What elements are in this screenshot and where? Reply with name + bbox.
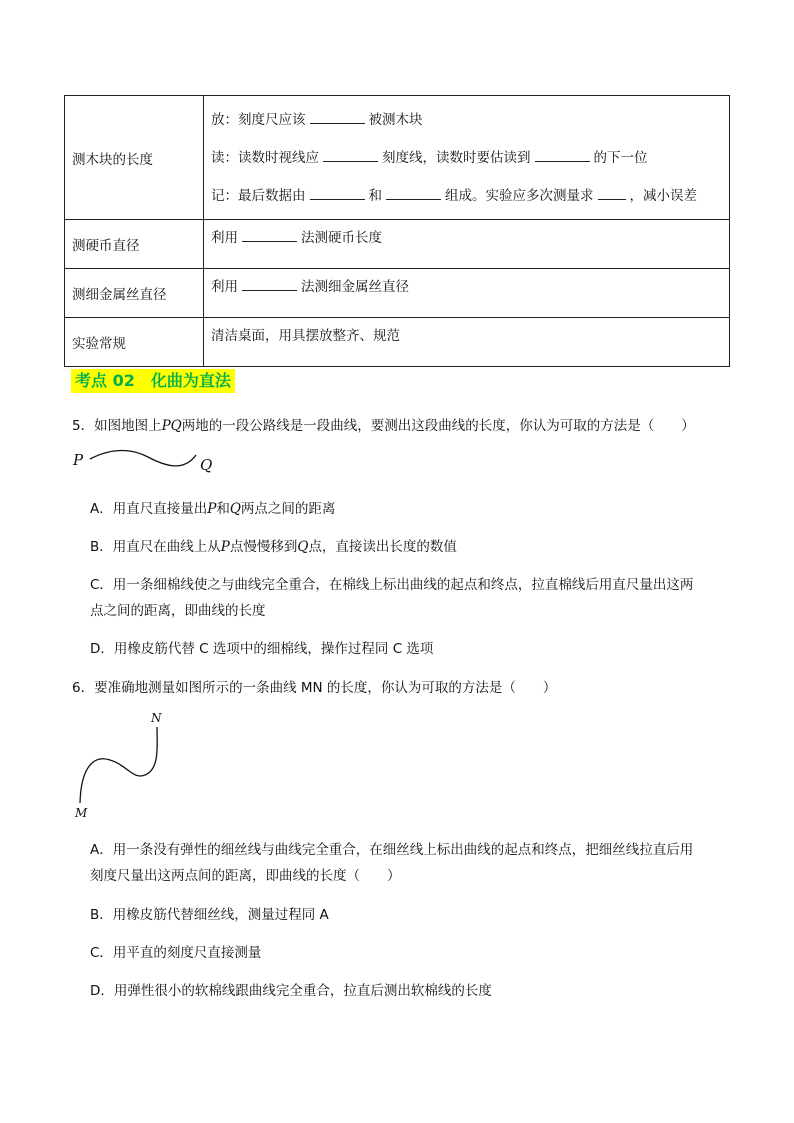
q5-option-d: D．用橡皮筋代替 C 选项中的细棉线，操作过程同 C 选项 — [90, 641, 434, 657]
q6-option-b: B．用橡皮筋代替细丝线，测量过程同 A — [90, 907, 329, 923]
read-text-mid: 刻度线，读数时要估读到 — [382, 149, 531, 166]
place-text-end: 被测木块 — [368, 111, 423, 128]
q5-curve — [88, 447, 198, 477]
q6-stem: 6．要准确地测量如图所示的一条曲线 MN 的长度，你认为可取的方法是（ ） — [72, 680, 557, 696]
read-text-end: 的下一位 — [593, 149, 648, 166]
experiment-table — [64, 95, 730, 367]
q5-stem-pq: PQ — [161, 418, 182, 434]
row-content — [204, 269, 730, 318]
q5-option-a-and: 和 — [216, 501, 230, 517]
record-text-and: 和 — [368, 187, 382, 204]
q5-option-b-end: 点，直接读出长度的数值 — [308, 539, 457, 555]
record-line — [211, 177, 722, 215]
table-row — [65, 220, 730, 269]
row-content: 清洁桌面，用具摆放整齐、规范 — [204, 318, 730, 367]
q5-fig-label-q: Q — [200, 456, 213, 474]
fill-blank — [310, 187, 365, 200]
q6-curve — [75, 725, 165, 805]
fill-blank — [386, 187, 441, 200]
fill-blank — [242, 229, 297, 242]
place-line — [211, 101, 722, 139]
place-text: 放：刻度尺应该 — [211, 111, 306, 128]
wire-text: 利用 — [211, 279, 238, 295]
wire-text-end: 法测细金属丝直径 — [301, 279, 409, 295]
row-label: 实验常规 — [65, 318, 204, 367]
q6-option-c: C．用平直的刻度尺直接测量 — [90, 945, 262, 961]
fill-blank — [310, 111, 365, 124]
fill-blank — [535, 149, 590, 162]
fill-blank — [598, 187, 626, 200]
q5-option-b-mid: 点慢慢移到 — [229, 539, 298, 555]
row-content — [204, 96, 730, 220]
q5-option-b-p: P — [220, 539, 230, 555]
fill-blank — [242, 278, 297, 291]
row-content — [204, 220, 730, 269]
q6-option-d: D．用弹性很小的软棉线跟曲线完全重合，拉直后测出软棉线的长度 — [90, 983, 492, 999]
row-label: 测细金属丝直径 — [65, 269, 204, 318]
q5-option-b-q: Q — [297, 539, 309, 555]
q5-option-a-p: P — [207, 501, 217, 517]
q5-option-a-q: Q — [229, 501, 241, 517]
q5-stem — [72, 414, 695, 434]
table-row — [65, 96, 730, 220]
record-text-mid: 组成。实验应多次测量求 — [445, 187, 594, 204]
q5-option-a — [90, 497, 335, 517]
record-text-end: ，减小误差 — [629, 187, 697, 204]
section-title: 考点 02 化曲为直法 — [71, 369, 235, 393]
q5-stem-a: 5．如图地图上 — [72, 418, 162, 434]
q5-stem-b: 两地的一段公路线是一段曲线，要测出这段曲线的长度，你认为可取的方法是（ ） — [181, 418, 695, 434]
q5-option-c-line2: 点之间的距离，即曲线的长度 — [90, 603, 266, 619]
row-label: 测木块的长度 — [65, 96, 204, 220]
record-text: 记：最后数据由 — [211, 187, 306, 204]
q6-fig-label-n: N — [151, 711, 162, 725]
row-label: 测硬币直径 — [65, 220, 204, 269]
q6-fig-label-m: M — [75, 806, 88, 820]
coin-text-end: 法测硬币长度 — [301, 230, 382, 246]
q5-option-b-text: B．用直尺在曲线上从 — [90, 539, 221, 555]
read-text: 读：读数时视线应 — [211, 149, 319, 166]
q5-option-c-line1: C．用一条细棉线使之与曲线完全重合，在棉线上标出曲线的起点和终点，拉直棉线后用直尺量出这两 — [90, 577, 694, 593]
table-row — [65, 318, 730, 367]
table-row — [65, 269, 730, 318]
q6-option-a-line2: 刻度尺量出这两点间的距离，即曲线的长度（ ） — [90, 868, 401, 884]
read-line — [211, 139, 722, 177]
q5-option-a-text: A．用直尺直接量出 — [90, 501, 208, 517]
q5-option-b — [90, 535, 457, 555]
coin-text: 利用 — [211, 230, 238, 246]
q5-option-a-end: 两点之间的距离 — [240, 501, 336, 517]
q6-option-a-line1: A．用一条没有弹性的细丝线与曲线完全重合，在细丝线上标出曲线的起点和终点，把细丝线拉直后用 — [90, 842, 694, 858]
fill-blank — [323, 149, 378, 162]
q5-fig-label-p: P — [73, 451, 84, 469]
